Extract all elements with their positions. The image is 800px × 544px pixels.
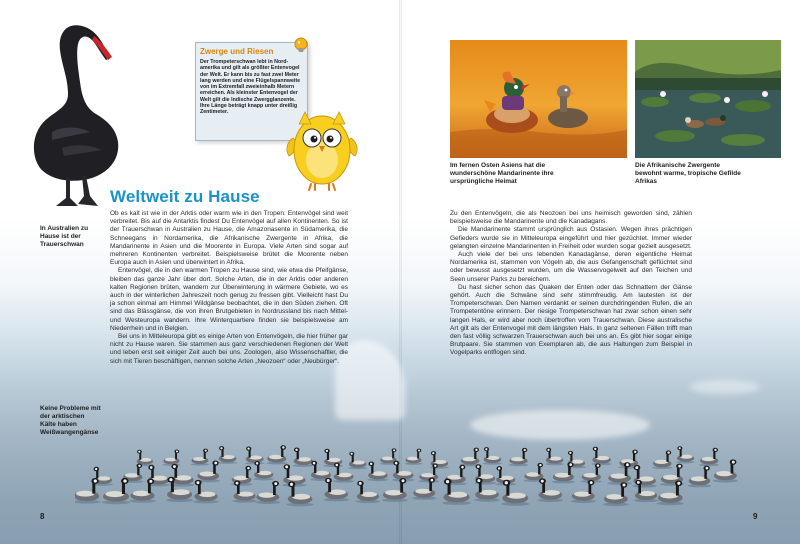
body-paragraph: Bei uns in Mitteleuropa gibt es einige Arten von Entenvögeln, die hier früher gar nicht zu Hause waren. Sie stammen aus ganz verschiedenen Regionen der Welt und leben erst seit einiger Zeit auch bei uns. Zoologen, also Wissenschaftler, die sich mit Tieren beschäftigen, nennen solche Arten „Neozoen“ oder „Neubürger“. (110, 333, 348, 365)
geese-flock-image (75, 438, 765, 518)
goose (632, 465, 657, 488)
goose (348, 452, 367, 470)
goose (545, 448, 564, 466)
ice-floe (690, 380, 760, 394)
goose (193, 480, 218, 504)
mandarin-caption: Im fernen Osten Asiens hat die wunderschöne Mandarinente ihre ursprüngliche Heimat (450, 162, 554, 185)
goose (571, 480, 596, 503)
goose (652, 450, 672, 469)
mandarin-duck-photo (450, 40, 627, 158)
body-paragraph: Du hast sicher schon das Quaken der Enten oder das Schnattern der Gänse gehört. Auch die Schwäne sind sehr stimmfreudig. Am lautesten ist der Trompeterschwan. Den Namen verdankt er seinen durchdringenden Rufen, die an Trompetentöne erinnern. Der riesige Trompeterschwan hat zwar schon einen sehr langen Hals, er wird aber noch übertroffen vom Trauerschwan. Diese australische Art gilt als der Entenvogel mit dem längsten Hals. In ganz seltenen Fällen trifft man den fast völlig schwarzen Trauerschwan auch bei uns an. Es gibt hier sogar einige Brutpaare. Sie stammen von Exemplaren ab, die aus Haltungen zum Beispiel in Vogelparks entflogen sind. (450, 283, 692, 357)
goose (356, 481, 380, 503)
body-paragraph: Die Mandarinente stammt ursprünglich aus Ostasien. Wegen ihres prächtigen Gefieders wurde sie in Mitteleuropa eingeführt und hier gezüchtet. Immer wieder gelangten einzelne Mandarinenten in Freiheit oder wurden sogar gezielt ausgesetzt. (450, 226, 692, 250)
info-box-text: Der Trompeterschwan lebt in Nordamerika und gilt als größter Entenvogel der Welt. Er kann bis zu fast zwei Meter lang werden und eine Flügelspannweite von im Extremfall zweieinhalb Metern erreichen. Als kleinster Entenvogel der Welt gilt die Indische Zwergglanzente. Ihre Länge beträgt knapp unter dreißig Zentimeter. (200, 59, 301, 116)
goose (255, 481, 280, 504)
swan-caption: In Australien zu Hause ist der Trauerschwan (40, 225, 89, 248)
left-page-body (110, 210, 348, 366)
goose (603, 482, 629, 506)
goose (607, 462, 632, 485)
goose (266, 445, 287, 464)
pygmy-goose-caption: Die Afrikanische Zwergente bewohnt warme, tropische Gefilde Afrikas (635, 162, 741, 185)
ice-floe (470, 410, 650, 440)
goose (293, 448, 314, 467)
body-paragraph: Ob es kalt ist wie in der Arktis oder warm wie in den Tropen: Entenvögel sind weit verbreitet. Bis auf die Antarktis findest Du Entenvögel auf allen Kontinenten. So ist der Trauerschwan in Australien zu Hause, die Amazonasente in Südamerika, die Schneegans in Nordamerika, die Afrikanische Zwergente in Afrika, die Mandarinente in Asien und die Moorente in Europa. Viele Arten sind sogar auf mehreren Kontinenten verbreitet. Beispielsweise brütet die Moorente neben Europa auch in Asien und überwintert in Afrika. (110, 210, 348, 267)
lightbulb-icon (293, 37, 309, 53)
page-number-left: 8 (40, 512, 45, 521)
black-swan-image (22, 22, 122, 214)
goose (218, 446, 237, 464)
goose (163, 450, 181, 466)
goose (688, 466, 711, 488)
body-paragraph: Zu den Entenvögeln, die als Neozoen bei uns heimisch geworden sind, zählen beispielsweise die Mandarinente und die Kanadagans. (450, 210, 692, 226)
goose (713, 459, 738, 482)
goose (676, 446, 695, 463)
page-number-right: 9 (753, 512, 758, 521)
goose (382, 478, 408, 502)
section-heading: Weltweit zu Hause (110, 187, 260, 206)
owl-mascot-icon (283, 104, 361, 192)
goose (245, 447, 264, 465)
goose (699, 448, 719, 466)
right-page-body (450, 210, 692, 358)
geese-caption: Keine Probleme mit der arktischen Kälte haben Weißwangengänse (40, 405, 101, 436)
goose (405, 449, 423, 465)
body-paragraph: Auch viele der bei uns lebenden Kanadagänse, deren eigentliche Heimat Nordamerika ist, stammen von Vögeln ab, die aus Gefangenschaft geflüchtet sind oder bewusst ausgesetzt wurden, um die Wasservogelwelt auf den Teichen und Seen unserer Parks zu bereichern. (450, 251, 692, 283)
goose (191, 449, 209, 466)
info-box-title: Zwerge und Riesen (200, 47, 274, 56)
goose (483, 447, 502, 465)
goose (75, 478, 100, 504)
goose (323, 449, 343, 467)
goose (460, 448, 480, 467)
pygmy-goose-photo (635, 40, 781, 158)
goose (592, 447, 612, 466)
body-paragraph: Entenvögel, die in den warmen Tropen zu Hause sind, wie etwa die Pfeifgänse, bleiben das ganze Jahr über dort. Solche Arten, die in der Arktis oder anderen kalten Regionen brüten, wandern zur Überwinterung in wärmere Gebiete, wo es auch in der winterlichen Jahreszeit noch genug zu fressen gibt. Vielleicht hast Du ja schon einmal am Himmel Wildgänse beobachtet, die in den Süden ziehen. Oft sind das Blässgänse, die von ihren Brutgebieten in Nordrussland bis nach Mittel- und Westeuropa wandern. Ihre Winterquartiere finden sie beispielsweise am Niederrhein und in Belgien. (110, 267, 348, 332)
goose (509, 448, 529, 466)
goose (552, 462, 575, 483)
